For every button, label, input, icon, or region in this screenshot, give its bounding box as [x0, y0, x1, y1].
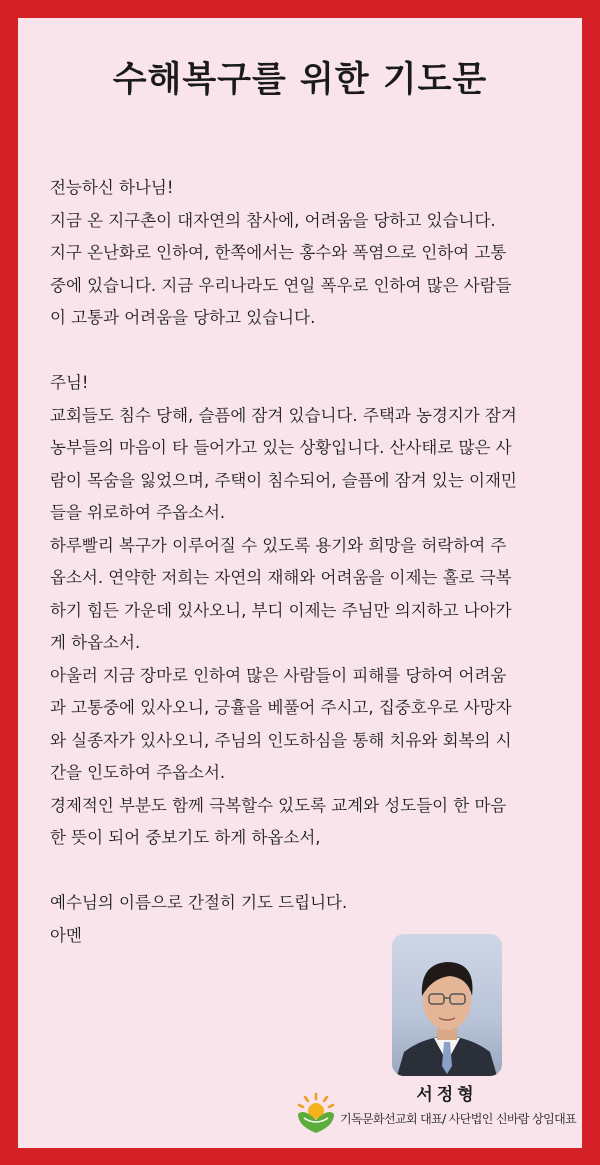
prayer-line: 람이 목숨을 잃었으며, 주택이 침수되어, 슬픔에 잠겨 있는 이재민 — [50, 470, 517, 490]
prayer-line: 옵소서. 연약한 저희는 자연의 재해와 어려움을 이제는 홀로 극복 — [50, 568, 512, 587]
prayer-line: 아멘 — [50, 925, 82, 945]
prayer-line: 주님! — [50, 373, 89, 392]
prayer-line: 하루빨리 복구가 이루어질 수 있도록 용기와 희망을 허락하여 주 — [50, 535, 507, 555]
prayer-line: 아울러 지금 장마로 인하여 많은 사람들이 피해를 당하여 어려움 — [50, 665, 507, 685]
paragraph-gap — [50, 335, 560, 368]
prayer-body — [50, 172, 560, 952]
prayer-line: 중에 있습니다. 지금 우리나라도 연일 폭우로 인하여 많은 사람들 — [50, 275, 512, 295]
page-title: 수해복구를 위한 기도문 — [112, 60, 488, 100]
prayer-line: 예수님의 이름으로 간절히 기도 드립니다. — [50, 893, 348, 912]
prayer-line: 들을 위로하여 주옵소서. — [50, 503, 226, 522]
prayer-line: 과 고통중에 있사오니, 긍휼을 베풀어 주시고, 집중호우로 사망자 — [50, 698, 512, 717]
paragraph-gap — [50, 855, 560, 888]
prayer-line: 지구 온난화로 인하여, 한쪽에서는 홍수와 폭염으로 인하여 고통 — [50, 243, 507, 262]
organization-logo-icon — [294, 1092, 338, 1134]
prayer-line: 전능하신 하나님! — [50, 178, 174, 197]
prayer-line: 지금 온 지구촌이 대자연의 참사에, 어려움을 당하고 있습니다. — [50, 210, 496, 230]
prayer-line: 게 하옵소서. — [50, 633, 141, 652]
author-title: 기독문화선교회 대표/ 사단법인 신바람 상임대표 — [340, 1112, 577, 1126]
author-photo — [392, 934, 502, 1076]
prayer-line: 이 고통과 어려움을 당하고 있습니다. — [50, 308, 316, 327]
prayer-line: 간을 인도하여 주옵소서. — [50, 763, 226, 782]
prayer-line: 하기 힘든 가운데 있사오니, 부디 이제는 주님만 의지하고 나아가 — [50, 600, 512, 620]
prayer-line: 경제적인 부분도 함께 극복할수 있도록 교계와 성도들이 한 마음 — [50, 795, 507, 815]
author-name: 서정형 — [416, 1085, 478, 1105]
prayer-line: 와 실종자가 있사오니, 주님의 인도하심을 통해 치유와 회복의 시 — [50, 730, 512, 750]
prayer-line: 교회들도 침수 당해, 슬픔에 잠겨 있습니다. 주택과 농경지가 잠겨 — [50, 405, 517, 425]
prayer-line: 한 뜻이 되어 중보기도 하게 하옵소서, — [50, 828, 321, 847]
prayer-line: 농부들의 마음이 타 들어가고 있는 상황입니다. 산사태로 많은 사 — [50, 438, 512, 457]
